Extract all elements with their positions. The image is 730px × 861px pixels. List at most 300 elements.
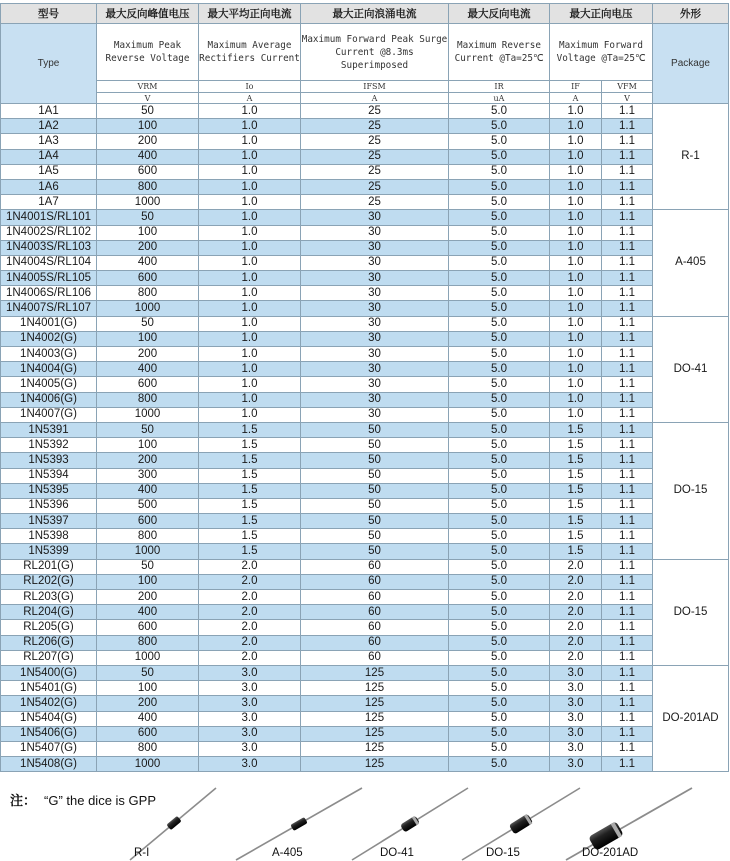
if-cell: 2.0 <box>550 559 602 574</box>
spec-body <box>1 104 729 772</box>
vrm-cell: 500 <box>97 498 199 513</box>
if-cell: 3.0 <box>550 757 602 772</box>
vfm-cell: 1.1 <box>602 149 653 164</box>
type-cell: 1A6 <box>1 179 97 194</box>
diode-illustrations <box>0 770 730 861</box>
symbol-ifsm: IFSM <box>301 81 449 93</box>
if-cell: 1.0 <box>550 286 602 301</box>
ir-cell: 5.0 <box>449 605 550 620</box>
if-cell: 1.0 <box>550 240 602 255</box>
vf-cn-header: 最大正向电压 <box>550 4 653 24</box>
vrm-cell: 50 <box>97 665 199 680</box>
io-header: Maximum Average Rectifiers Current <box>199 24 301 81</box>
table-row <box>1 741 729 756</box>
vfm-cell: 1.1 <box>602 422 653 437</box>
vrm-cell: 50 <box>97 316 199 331</box>
type-cell: 1N4005S/RL105 <box>1 271 97 286</box>
vrm-cell: 100 <box>97 681 199 696</box>
vrm-cell: 200 <box>97 240 199 255</box>
io-cell: 1.5 <box>199 498 301 513</box>
ifsm-cell: 30 <box>301 225 449 240</box>
vfm-cell: 1.1 <box>602 620 653 635</box>
io-cell: 2.0 <box>199 590 301 605</box>
unit-ir: uA <box>449 93 550 104</box>
table-row <box>1 316 729 331</box>
vrm-cell: 200 <box>97 347 199 362</box>
vrm-cell: 1000 <box>97 195 199 210</box>
vrm-cell: 600 <box>97 164 199 179</box>
vfm-cell: 1.1 <box>602 407 653 422</box>
io-cell: 1.5 <box>199 438 301 453</box>
io-cell: 1.5 <box>199 453 301 468</box>
ifsm-cell: 25 <box>301 195 449 210</box>
if-cell: 1.0 <box>550 407 602 422</box>
table-row <box>1 104 729 119</box>
type-cell: 1N5397 <box>1 514 97 529</box>
note-label: 注： <box>10 794 37 809</box>
if-cell: 3.0 <box>550 681 602 696</box>
if-cell: 1.0 <box>550 149 602 164</box>
vfm-cell: 1.1 <box>602 119 653 134</box>
ir-cell: 5.0 <box>449 286 550 301</box>
table-row <box>1 331 729 346</box>
vrm-cell: 200 <box>97 134 199 149</box>
table-row <box>1 377 729 392</box>
table-row <box>1 498 729 513</box>
ir-cell: 5.0 <box>449 225 550 240</box>
type-cell: 1N4001S/RL101 <box>1 210 97 225</box>
vrm-cell: 1000 <box>97 650 199 665</box>
ir-cell: 5.0 <box>449 665 550 680</box>
vfm-cell: 1.1 <box>602 559 653 574</box>
vrm-cell: 100 <box>97 574 199 589</box>
io-cell: 2.0 <box>199 574 301 589</box>
ifsm-cell: 25 <box>301 164 449 179</box>
vfm-cell: 1.1 <box>602 605 653 620</box>
io-cell: 1.5 <box>199 468 301 483</box>
table-row <box>1 468 729 483</box>
ir-cell: 5.0 <box>449 104 550 119</box>
ifsm-cell: 50 <box>301 468 449 483</box>
type-cell: 1A7 <box>1 195 97 210</box>
vrm-cell: 800 <box>97 741 199 756</box>
io-cell: 1.0 <box>199 377 301 392</box>
table-row <box>1 635 729 650</box>
ifsm-cell: 30 <box>301 301 449 316</box>
ifsm-cell: 30 <box>301 240 449 255</box>
symbol-io: Io <box>199 81 301 93</box>
package-cell: DO-41 <box>653 316 729 422</box>
type-cell: 1N5401(G) <box>1 681 97 696</box>
vrm-cell: 100 <box>97 119 199 134</box>
io-cell: 1.0 <box>199 240 301 255</box>
table-row <box>1 681 729 696</box>
table-row <box>1 453 729 468</box>
table-row <box>1 195 729 210</box>
vfm-cell: 1.1 <box>602 316 653 331</box>
vfm-cell: 1.1 <box>602 741 653 756</box>
type-cell: 1N4007(G) <box>1 407 97 422</box>
if-cell: 3.0 <box>550 696 602 711</box>
type-cell: RL201(G) <box>1 559 97 574</box>
type-header: Type <box>1 24 97 104</box>
ifsm-cell: 30 <box>301 407 449 422</box>
if-cell: 1.0 <box>550 362 602 377</box>
note-text: “G” the dice is GPP <box>44 793 156 808</box>
table-row <box>1 347 729 362</box>
ifsm-cn-header: 最大正向浪涌电流 <box>301 4 449 24</box>
ir-cell: 5.0 <box>449 453 550 468</box>
package-cell: DO-15 <box>653 422 729 559</box>
vrm-cell: 50 <box>97 104 199 119</box>
type-cell: 1N5402(G) <box>1 696 97 711</box>
table-row <box>1 574 729 589</box>
ifsm-cell: 30 <box>301 255 449 270</box>
io-cell: 2.0 <box>199 559 301 574</box>
ifsm-cell: 30 <box>301 331 449 346</box>
vfm-cell: 1.1 <box>602 210 653 225</box>
symbol-ir: IR <box>449 81 550 93</box>
ir-cell: 5.0 <box>449 635 550 650</box>
type-cell: 1N4004(G) <box>1 362 97 377</box>
type-cell: 1N5399 <box>1 544 97 559</box>
if-cell: 1.5 <box>550 514 602 529</box>
table-row <box>1 605 729 620</box>
unit-ifsm: A <box>301 93 449 104</box>
vfm-cell: 1.1 <box>602 681 653 696</box>
ifsm-cell: 50 <box>301 453 449 468</box>
vrm-cell: 50 <box>97 422 199 437</box>
type-cell: 1N4006(G) <box>1 392 97 407</box>
type-cell: 1A2 <box>1 119 97 134</box>
ifsm-cell: 30 <box>301 347 449 362</box>
io-cell: 1.0 <box>199 195 301 210</box>
ifsm-cell: 60 <box>301 635 449 650</box>
ifsm-cell: 60 <box>301 574 449 589</box>
type-cell: 1N5408(G) <box>1 757 97 772</box>
if-cell: 1.5 <box>550 453 602 468</box>
if-cell: 1.0 <box>550 301 602 316</box>
ir-cell: 5.0 <box>449 574 550 589</box>
type-cell: 1N4002S/RL102 <box>1 225 97 240</box>
ir-cell: 5.0 <box>449 483 550 498</box>
ir-cell: 5.0 <box>449 422 550 437</box>
vfm-cell: 1.1 <box>602 331 653 346</box>
symbol-vrm: VRM <box>97 81 199 93</box>
if-cell: 3.0 <box>550 741 602 756</box>
table-row <box>1 134 729 149</box>
ir-cell: 5.0 <box>449 468 550 483</box>
table-row <box>1 240 729 255</box>
ifsm-cell: 30 <box>301 271 449 286</box>
table-row <box>1 179 729 194</box>
vfm-cell: 1.1 <box>602 498 653 513</box>
vrm-cell: 200 <box>97 453 199 468</box>
io-cell: 3.0 <box>199 757 301 772</box>
ir-cell: 5.0 <box>449 407 550 422</box>
if-cell: 1.0 <box>550 134 602 149</box>
if-cell: 1.0 <box>550 377 602 392</box>
diode-label-do201ad: DO-201AD <box>582 847 639 859</box>
vrm-cell: 50 <box>97 210 199 225</box>
ir-cell: 5.0 <box>449 559 550 574</box>
io-cell: 1.5 <box>199 544 301 559</box>
vrm-cn-header: 最大反向峰值电压 <box>97 4 199 24</box>
vfm-cell: 1.1 <box>602 271 653 286</box>
vfm-cell: 1.1 <box>602 757 653 772</box>
type-cell: RL203(G) <box>1 590 97 605</box>
unit-if: A <box>550 93 602 104</box>
io-cell: 3.0 <box>199 726 301 741</box>
type-cell: 1N5396 <box>1 498 97 513</box>
vfm-cell: 1.1 <box>602 635 653 650</box>
vrm-cell: 1000 <box>97 301 199 316</box>
vfm-cell: 1.1 <box>602 650 653 665</box>
vfm-cell: 1.1 <box>602 438 653 453</box>
type-cell: 1N4001(G) <box>1 316 97 331</box>
vrm-cell: 800 <box>97 529 199 544</box>
if-cell: 1.5 <box>550 438 602 453</box>
vfm-cell: 1.1 <box>602 301 653 316</box>
if-cell: 1.0 <box>550 179 602 194</box>
ir-cell: 5.0 <box>449 134 550 149</box>
symbol-row <box>1 81 729 93</box>
ir-cell: 5.0 <box>449 119 550 134</box>
vrm-cell: 200 <box>97 590 199 605</box>
table-row <box>1 665 729 680</box>
package-header: Package <box>653 24 729 104</box>
if-cell: 2.0 <box>550 620 602 635</box>
ifsm-cell: 30 <box>301 316 449 331</box>
package-cell: A-405 <box>653 210 729 316</box>
table-row <box>1 392 729 407</box>
vrm-cell: 400 <box>97 149 199 164</box>
ir-cell: 5.0 <box>449 210 550 225</box>
type-cell: RL205(G) <box>1 620 97 635</box>
vfm-cell: 1.1 <box>602 377 653 392</box>
vrm-cell: 400 <box>97 255 199 270</box>
io-cn-header: 最大平均正向电流 <box>199 4 301 24</box>
table-row <box>1 590 729 605</box>
ifsm-cell: 50 <box>301 483 449 498</box>
table-row <box>1 711 729 726</box>
ir-cell: 5.0 <box>449 316 550 331</box>
vrm-cell: 100 <box>97 438 199 453</box>
io-cell: 1.5 <box>199 422 301 437</box>
type-cell: 1N5404(G) <box>1 711 97 726</box>
ifsm-cell: 30 <box>301 362 449 377</box>
if-cell: 3.0 <box>550 711 602 726</box>
table-row <box>1 559 729 574</box>
table-row <box>1 529 729 544</box>
if-cell: 1.0 <box>550 255 602 270</box>
ir-cell: 5.0 <box>449 711 550 726</box>
ir-cell: 5.0 <box>449 347 550 362</box>
vfm-cell: 1.1 <box>602 392 653 407</box>
io-cell: 2.0 <box>199 635 301 650</box>
ifsm-cell: 125 <box>301 711 449 726</box>
io-cell: 2.0 <box>199 620 301 635</box>
ifsm-cell: 30 <box>301 377 449 392</box>
io-cell: 1.0 <box>199 316 301 331</box>
diode-do201ad <box>566 788 692 860</box>
vrm-cell: 100 <box>97 225 199 240</box>
table-row <box>1 301 729 316</box>
table-row <box>1 544 729 559</box>
vrm-cell: 1000 <box>97 757 199 772</box>
diode-r1 <box>130 788 216 860</box>
io-cell: 1.0 <box>199 271 301 286</box>
type-cell: 1N4003(G) <box>1 347 97 362</box>
io-cell: 1.0 <box>199 210 301 225</box>
ir-cell: 5.0 <box>449 255 550 270</box>
vrm-cell: 800 <box>97 286 199 301</box>
table-row <box>1 650 729 665</box>
type-cell: 1N4002(G) <box>1 331 97 346</box>
if-cell: 3.0 <box>550 665 602 680</box>
diode-do15 <box>462 788 580 860</box>
vfm-cell: 1.1 <box>602 453 653 468</box>
ir-cell: 5.0 <box>449 179 550 194</box>
io-cell: 1.0 <box>199 119 301 134</box>
vfm-cell: 1.1 <box>602 574 653 589</box>
vrm-cell: 800 <box>97 635 199 650</box>
type-cell: 1A1 <box>1 104 97 119</box>
ir-cell: 5.0 <box>449 164 550 179</box>
table-row <box>1 438 729 453</box>
ir-cell: 5.0 <box>449 757 550 772</box>
type-cell: RL202(G) <box>1 574 97 589</box>
if-cell: 2.0 <box>550 605 602 620</box>
ir-cell: 5.0 <box>449 544 550 559</box>
vrm-cell: 1000 <box>97 407 199 422</box>
vrm-cell: 600 <box>97 514 199 529</box>
ifsm-cell: 30 <box>301 286 449 301</box>
symbol-vfm: VFM <box>602 81 653 93</box>
package-cell: DO-201AD <box>653 665 729 771</box>
io-cell: 3.0 <box>199 665 301 680</box>
ifsm-cell: 25 <box>301 179 449 194</box>
type-cell: 1N5392 <box>1 438 97 453</box>
if-cell: 1.5 <box>550 483 602 498</box>
ifsm-cell: 50 <box>301 514 449 529</box>
ifsm-cell: 25 <box>301 104 449 119</box>
ifsm-cell: 125 <box>301 741 449 756</box>
table-row <box>1 483 729 498</box>
ifsm-cell: 25 <box>301 149 449 164</box>
if-cell: 1.0 <box>550 119 602 134</box>
io-cell: 3.0 <box>199 681 301 696</box>
io-cell: 1.0 <box>199 225 301 240</box>
io-cell: 1.0 <box>199 149 301 164</box>
if-cell: 1.0 <box>550 347 602 362</box>
vrm-cell: 800 <box>97 179 199 194</box>
ir-cn-header: 最大反向电流 <box>449 4 550 24</box>
ir-cell: 5.0 <box>449 301 550 316</box>
type-cell: 1N5394 <box>1 468 97 483</box>
vfm-cell: 1.1 <box>602 104 653 119</box>
ir-cell: 5.0 <box>449 240 550 255</box>
vrm-cell: 400 <box>97 605 199 620</box>
if-cell: 1.5 <box>550 422 602 437</box>
io-cell: 1.0 <box>199 407 301 422</box>
vrm-cell: 600 <box>97 271 199 286</box>
ir-cell: 5.0 <box>449 681 550 696</box>
vfm-cell: 1.1 <box>602 362 653 377</box>
vrm-cell: 800 <box>97 392 199 407</box>
table-row <box>1 726 729 741</box>
diode-label-do15: DO-15 <box>486 847 520 859</box>
header-cn-row <box>1 4 729 24</box>
type-cell: 1N5393 <box>1 453 97 468</box>
ir-cell: 5.0 <box>449 377 550 392</box>
vfm-cell: 1.1 <box>602 590 653 605</box>
type-cell: 1N5391 <box>1 422 97 437</box>
vfm-cell: 1.1 <box>602 726 653 741</box>
if-cell: 1.5 <box>550 498 602 513</box>
table-row <box>1 164 729 179</box>
ir-cell: 5.0 <box>449 331 550 346</box>
ifsm-cell: 60 <box>301 605 449 620</box>
ir-cell: 5.0 <box>449 271 550 286</box>
ifsm-cell: 125 <box>301 696 449 711</box>
table-row <box>1 286 729 301</box>
vfm-cell: 1.1 <box>602 483 653 498</box>
io-cell: 1.0 <box>199 179 301 194</box>
ifsm-cell: 50 <box>301 422 449 437</box>
table-row <box>1 422 729 437</box>
diode-a405 <box>236 788 362 860</box>
ifsm-cell: 50 <box>301 544 449 559</box>
vrm-cell: 600 <box>97 620 199 635</box>
vrm-cell: 400 <box>97 483 199 498</box>
table-row <box>1 149 729 164</box>
spec-table <box>0 3 729 772</box>
vrm-cell: 400 <box>97 711 199 726</box>
ifsm-cell: 60 <box>301 559 449 574</box>
ifsm-cell: 125 <box>301 726 449 741</box>
if-cell: 1.0 <box>550 392 602 407</box>
io-cell: 3.0 <box>199 711 301 726</box>
ifsm-cell: 60 <box>301 650 449 665</box>
vfm-cell: 1.1 <box>602 468 653 483</box>
if-cell: 1.0 <box>550 195 602 210</box>
io-cell: 1.0 <box>199 392 301 407</box>
ir-cell: 5.0 <box>449 149 550 164</box>
if-cell: 1.0 <box>550 210 602 225</box>
io-cell: 1.0 <box>199 331 301 346</box>
table-row <box>1 119 729 134</box>
type-cell: 1N5398 <box>1 529 97 544</box>
ir-cell: 5.0 <box>449 726 550 741</box>
vfm-cell: 1.1 <box>602 544 653 559</box>
unit-row <box>1 93 729 104</box>
unit-vfm: V <box>602 93 653 104</box>
type-cell: 1N5395 <box>1 483 97 498</box>
table-row <box>1 620 729 635</box>
vfm-cell: 1.1 <box>602 286 653 301</box>
type-cell: 1A4 <box>1 149 97 164</box>
if-cell: 2.0 <box>550 574 602 589</box>
io-cell: 1.0 <box>199 347 301 362</box>
type-cell: RL207(G) <box>1 650 97 665</box>
io-cell: 1.0 <box>199 286 301 301</box>
table-row <box>1 407 729 422</box>
type-cell: 1N5400(G) <box>1 665 97 680</box>
vfm-cell: 1.1 <box>602 255 653 270</box>
ir-cell: 5.0 <box>449 438 550 453</box>
vfm-cell: 1.1 <box>602 195 653 210</box>
